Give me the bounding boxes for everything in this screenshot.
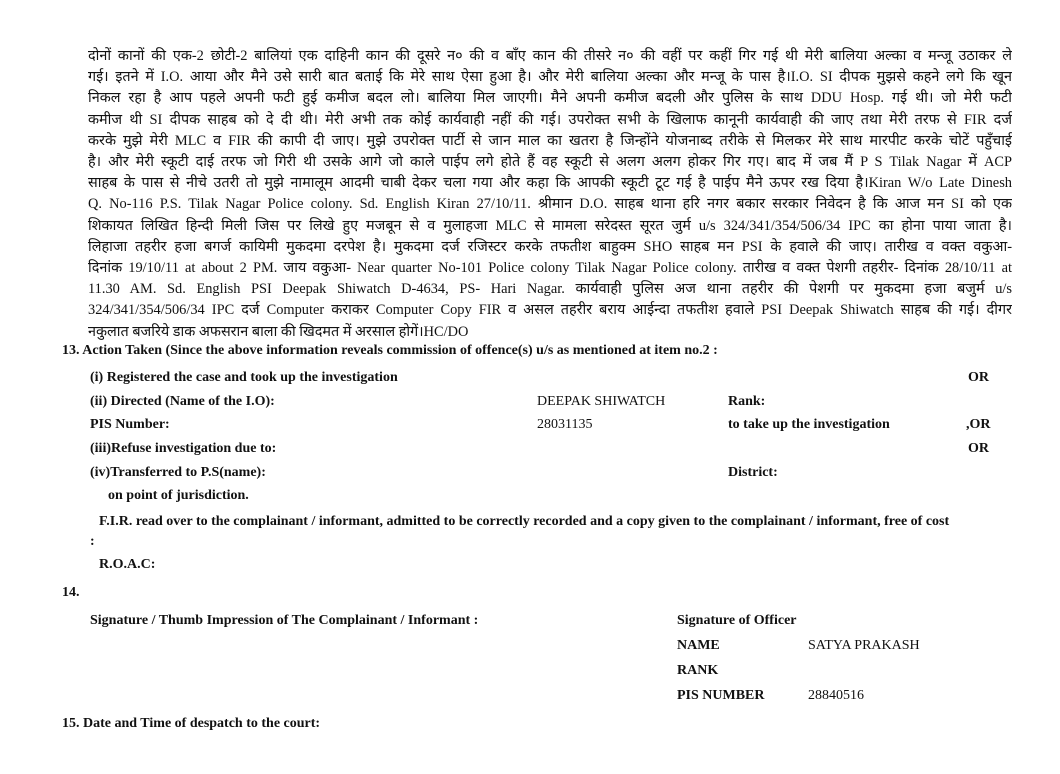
complainant-signature-label: Signature / Thumb Impression of The Complainant / Informant :: [90, 613, 479, 628]
narrative-line: दिनांक 19/10/11 at about 2 PM. जाय वकुआ- Near quarter No-101 Police colony Tilak Nagar Police colony. तारीख व वक्त पेशगी तहरीर- दिनांक 28/10/11 at: [88, 260, 1012, 277]
io-name-value: DEEPAK SHIWATCH: [537, 394, 666, 409]
officer-pis-label: PIS NUMBER: [677, 688, 765, 703]
transferred-ps-label: (iv)Transferred to P.S(name):: [90, 465, 266, 480]
narrative-line: लिहाजा तहरीर हजा बगर्ज कायिमी मुकदमा दरपेश है। मुकदमा दर्ज रजिस्टर करके तफतीश बाहुक्म SHO साहब मन PSI के हवाले की जाए। तारीख व वक्त वकुआ-: [88, 238, 1012, 255]
item-13-heading: 13. Action Taken (Since the above information reveals commission of offence(s) u/s as mentioned at item no.2 :: [62, 343, 718, 358]
narrative-line: साहब के पास से नीचे उतरी तो मुझे नामालूम आदमी चाबी देकर चला गया और कहा कि आपकी स्कूटी टूट गई है पाईप मैने ऊपर रख दिया है।Kiran W/o Late Dinesh: [88, 175, 1012, 192]
narrative-line: 11.30 AM. Sd. English PSI Deepak Shiwatch D-4634, PS- Hari Nagar. कार्यवाही पुलिस अज थाना तहरीर की पेशगी पर मुकदमा हजा बजुर्म u/s: [88, 281, 1012, 298]
jurisdiction-label: on point of jurisdiction.: [108, 488, 249, 503]
item-15-heading: 15. Date and Time of despatch to the court:: [62, 716, 321, 731]
registered-case-label: (i) Registered the case and took up the investigation: [90, 370, 398, 385]
item-14-number: 14.: [62, 585, 80, 600]
pis-number-value: 28031135: [537, 417, 593, 432]
roac-label: R.O.A.C:: [99, 557, 156, 572]
narrative-line: निकल रहा है आप पहले अपनी फटी हुई कमीज बदल लो। बालिया मिल जाएगी। मैने अपनी कमीज बदली और पुलिस के साथ DDU Hosp. गई थी। जो मेरी फटी: [88, 90, 1012, 107]
refuse-investigation-label: (iii)Refuse investigation due to:: [90, 441, 277, 456]
pis-number-label: PIS Number:: [90, 417, 170, 432]
narrative-line: कमीज थी SI दीपक साहब को दे दी थी। मेरी अभी तक कोई कार्यवाही नहीं की गई। उपरोक्त सभी के खिलाफ कानूनी कार्यवाही की जाए तथा मेरी तरफ से FIR दर्ज: [88, 111, 1012, 128]
narrative-line: गई। इतने में I.O. आया और मैने उसे सारी बात बताई कि मेरे साथ ऐसा हुआ है। और मेरी बालिया अल्का और मन्जू के पास है।I.O. SI दीपक मुझसे कहने लगे कि खून: [88, 69, 1012, 86]
or-label: OR: [968, 370, 989, 385]
take-up-investigation-label: to take up the investigation: [728, 417, 890, 432]
rank-label: Rank:: [728, 394, 766, 409]
narrative-line: नकुलात बजरिये डाक अफसरान बाला की खिदमत में अरसाल होगें।HC/DO: [88, 323, 469, 340]
district-label: District:: [728, 465, 778, 480]
narrative-line: दोनों कानों की एक-2 छोटी-2 बालियां एक दाहिनी कान की दूसरे न० की व बाँए कान की तीसरे न० की वहीं पर कहीं गिर गई थी मेरी बालिया अल्का व मन्जू उठाकर ले: [88, 48, 1012, 64]
or-label: OR: [968, 441, 989, 456]
narrative-line: 324/341/354/506/34 IPC दर्ज Computer कराकर Computer Copy FIR व असल तहरीर बराय आईन्दा तफतीश हवाले PSI Deepak Shiwatch साहब की गई। दीगर: [88, 302, 1012, 319]
narrative-line: है। और मेरी स्कूटी दाई तरफ जो गिरी थी उसके आगे जो काले पाईप लगे होते हैं वह स्कूटी से अलग अलग होकर गिर गए। बाद में जब मैं P S Tilak Nagar में ACP: [88, 154, 1012, 171]
officer-name-label: NAME: [677, 638, 720, 653]
fir-read-over-text: F.I.R. read over to the complainant / informant, admitted to be correctly recorded and a copy given to the complainant / informant, free of cost: [99, 514, 950, 529]
officer-signature-label: Signature of Officer: [677, 613, 797, 628]
officer-rank-label: RANK: [677, 663, 719, 678]
narrative-line: Q. No-116 P.S. Tilak Nagar Police colony. Sd. English Kiran 27/10/11. श्रीमान D.O. साहब थाना हरि नगर बकार सरकार निवेदन है कि आज मन SI को एक: [88, 196, 1012, 213]
or-label: ,OR: [966, 417, 991, 432]
narrative-line: करके मुझे मेरी MLC व FIR की कापी दी जाए। मुझे उपरोक्त पार्टी से जान माल का खतरा है जिन्होंने योजनाब्द तरीके से मिलकर मेरे साथ मारपीट करके चोटें पहुँचाई: [88, 132, 1012, 149]
officer-name-value: SATYA PRAKASH: [808, 638, 920, 653]
complaint-narrative: [88, 46, 1012, 343]
fir-read-over-colon: :: [90, 534, 95, 549]
directed-io-label: (ii) Directed (Name of the I.O):: [90, 394, 275, 409]
officer-pis-value: 28840516: [808, 688, 864, 703]
narrative-line: शिकायत लिखित हिन्दी मिली जिस पर लिखे हुए मजबून से व मुलाहजा MLC से मामला सरेदस्त सूरत जुर्म u/s 324/341/354/506/34 IPC का होना पाया जाता है।: [88, 217, 1012, 234]
